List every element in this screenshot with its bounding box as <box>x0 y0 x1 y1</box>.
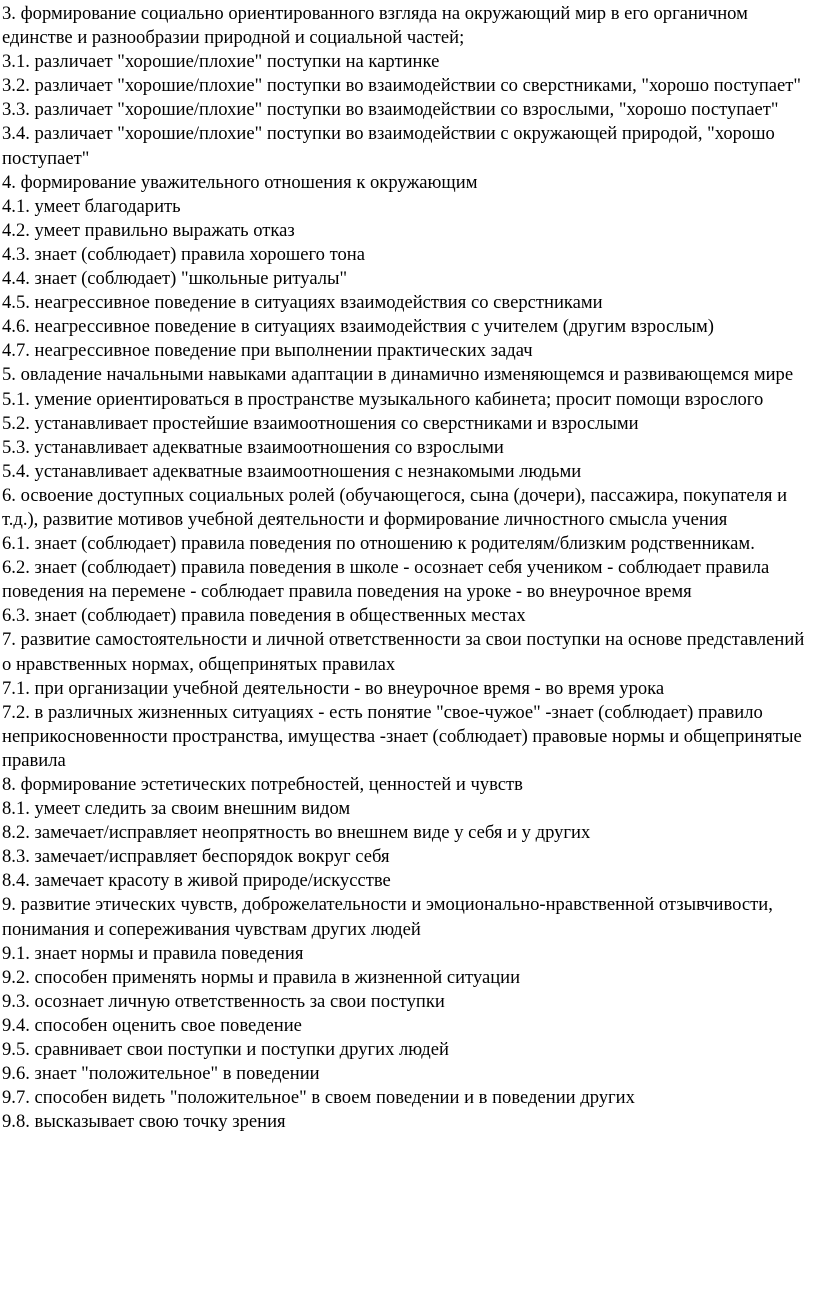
item-4-4: 4.4. знает (соблюдает) "школьные ритуалы" <box>2 268 348 290</box>
item-9-6: 9.6. знает "положительное" в поведении <box>2 1063 320 1085</box>
item-4-1: 4.1. умеет благодарить <box>2 195 181 217</box>
item-5-4: 5.4. устанавливает адекватные взаимоотношения с незнакомыми людьми <box>2 460 582 482</box>
item-7-1: 7.1. при организации учебной деятельности - во внеурочное время - во время урока <box>2 677 665 699</box>
item-9-1: 9.1. знает нормы и правила поведения <box>2 942 304 964</box>
item-9-2: 9.2. способен применять нормы и правила в жизненной ситуации <box>2 966 521 988</box>
item-9-3: 9.3. осознает личную ответственность за свои поступки <box>2 990 445 1012</box>
item-4-5: 4.5. неагрессивное поведение в ситуациях взаимодействия со сверстниками <box>2 292 603 314</box>
item-4-3: 4.3. знает (соблюдает) правила хорошего тона <box>2 243 365 265</box>
item-8-2: 8.2. замечает/исправляет неопрятность во внешнем виде у себя и у других <box>2 822 591 844</box>
item-6: 6. освоение доступных социальных ролей (обучающегося, сына (дочери), пассажира, покупателя и т.д.), развитие мотивов учебной деятельности и формирование личностного смысла учения <box>2 484 788 530</box>
item-8: 8. формирование эстетических потребностей, ценностей и чувств <box>2 774 523 795</box>
item-3: 3. формирование социально ориентированного взгляда на окружающий мир в его органичном единстве и разнообразии природной и социальной частей; <box>2 3 748 49</box>
item-9: 9. развитие этических чувств, доброжелательности и эмоционально-нравственной отзывчивости, понимания и сопереживания чувствам других людей <box>2 894 773 940</box>
item-6-2: 6.2. знает (соблюдает) правила поведения в школе - осознает себя учеником - соблюдает правила поведения на перемене - соблюдает правила поведения на уроке - во внеурочное время <box>2 557 770 603</box>
item-5-2: 5.2. устанавливает простейшие взаимоотношения со сверстниками и взрослыми <box>2 412 639 434</box>
item-5-1: 5.1. умение ориентироваться в пространстве музыкального кабинета; просит помощи взрослого <box>2 388 764 410</box>
item-8-1: 8.1. умеет следить за своим внешним видом <box>2 798 351 820</box>
item-5: 5. овладение начальными навыками адаптации в динамично изменяющемся и развивающемся мире <box>2 364 794 386</box>
document-body <box>2 2 812 1134</box>
item-5-3: 5.3. устанавливает адекватные взаимоотношения со взрослыми <box>2 436 504 458</box>
item-8-3: 8.3. замечает/исправляет беспорядок вокруг себя <box>2 846 390 868</box>
item-7-2: 7.2. в различных жизненных ситуациях - есть понятие "свое-чужое" -знает (соблюдает) правило неприкосновенности пространства, имущества -знает (соблюдает) правовые нормы и общепринятые правила <box>2 701 802 771</box>
item-4-6: 4.6. неагрессивное поведение в ситуациях взаимодействия с учителем (другим взрослым) <box>2 316 714 338</box>
item-7: 7. развитие самостоятельности и личной ответственности за свои поступки на основе представлений о нравственных нормах, общепринятых правилах <box>2 629 805 675</box>
item-4: 4. формирование уважительного отношения к окружающим <box>2 171 478 193</box>
item-3-2: 3.2. различает "хорошие/плохие" поступки во взаимодействии со сверстниками, "хорошо поступает" <box>2 75 802 97</box>
item-9-8: 9.8. высказывает свою точку зрения <box>2 1111 286 1133</box>
item-3-4: 3.4. различает "хорошие/плохие" поступки во взаимодействии с окружающей природой, "хорошо поступает" <box>2 123 775 169</box>
item-9-7: 9.7. способен видеть "положительное" в своем поведении и в поведении других <box>2 1087 635 1109</box>
item-6-3: 6.3. знает (соблюдает) правила поведения в общественных местах <box>2 605 526 627</box>
item-9-4: 9.4. способен оценить свое поведение <box>2 1014 302 1036</box>
item-3-1: 3.1. различает "хорошие/плохие" поступки на картинке <box>2 51 440 73</box>
item-3-3: 3.3. различает "хорошие/плохие" поступки во взаимодействии со взрослыми, "хорошо поступает" <box>2 99 779 121</box>
item-9-5: 9.5. сравнивает свои поступки и поступки других людей <box>2 1039 449 1061</box>
item-8-4: 8.4. замечает красоту в живой природе/искусстве <box>2 870 391 892</box>
item-4-2: 4.2. умеет правильно выражать отказ <box>2 219 295 241</box>
item-6-1: 6.1. знает (соблюдает) правила поведения по отношению к родителям/близким родственникам. <box>2 533 755 555</box>
item-4-7: 4.7. неагрессивное поведение при выполнении практических задач <box>2 340 533 362</box>
